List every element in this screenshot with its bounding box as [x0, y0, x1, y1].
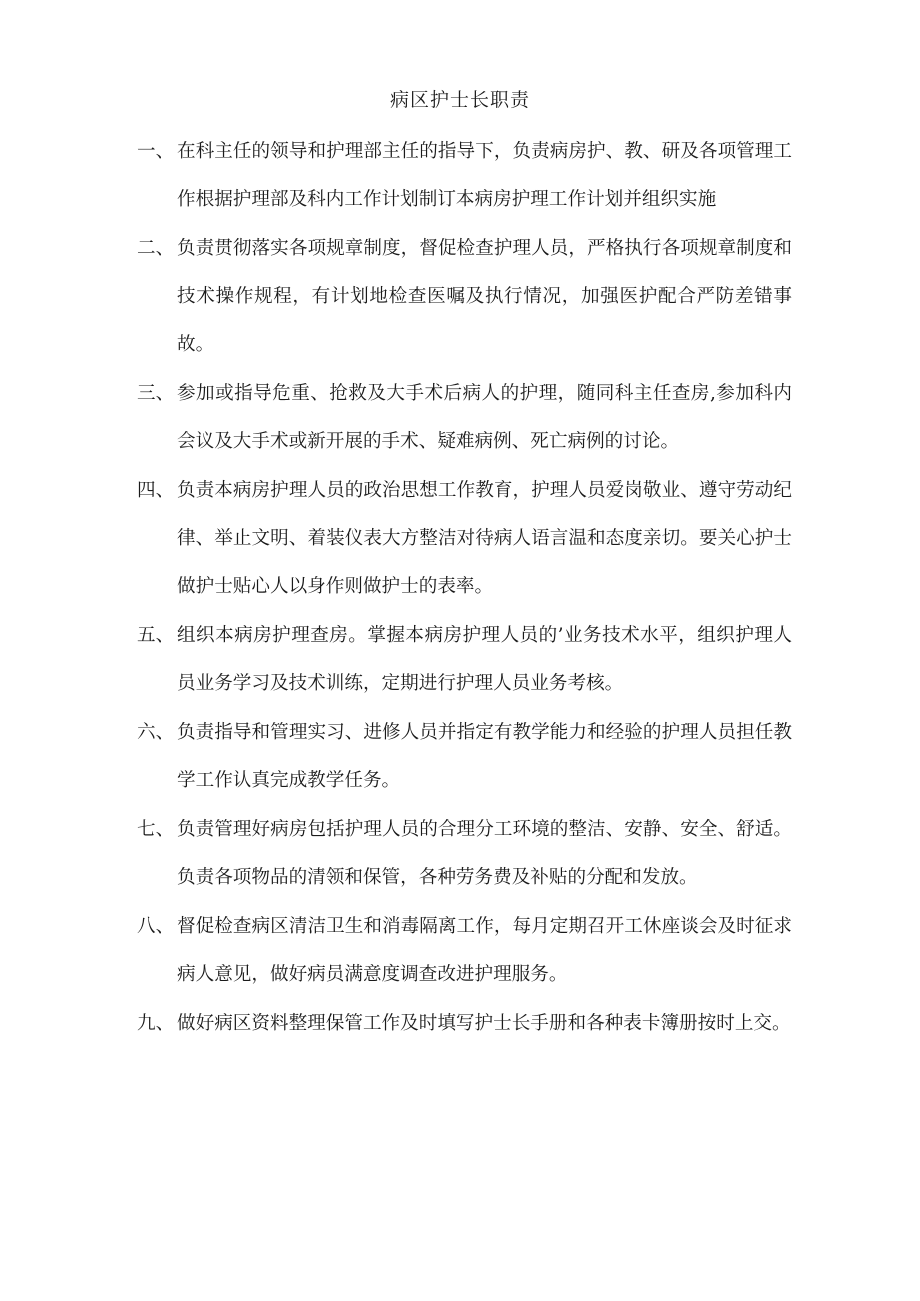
duty-number: 一、: [137, 141, 175, 162]
duty-item: [137, 467, 792, 611]
duty-list: [137, 128, 792, 1049]
document-title: 病区护士长职责: [389, 89, 530, 111]
duty-number: 三、: [137, 383, 175, 404]
duty-text: 在科主任的领导和护理部主任的指导下，负责病房护、教、研及各项管理工作根据护理部及科内工作计划制订本病房护理工作计划并组织实施: [177, 141, 792, 210]
duty-text: 负责管理好病房包括护理人员的合理分工环境的整洁、安静、安全、舒适。负责各项物品的清领和保管，各种劳务费及补贴的分配和发放。: [177, 819, 792, 888]
duty-text: 督促检查病区清洁卫生和消毒隔离工作，每月定期召开工休座谈会及时征求病人意见，做好病员满意度调查改进护理服务。: [177, 916, 792, 985]
duty-item: [137, 225, 792, 369]
duty-item: [137, 709, 792, 805]
duty-text: 负责贯彻落实各项规章制度，督促检查护理人员，严格执行各项规章制度和技术操作规程，有计划地检查医嘱及执行情况，加强医护配合严防差错事故。: [177, 238, 792, 355]
duty-text: 负责指导和管理实习、进修人员并指定有教学能力和经验的护理人员担任教学工作认真完成教学任务。: [177, 722, 792, 791]
duty-text: 组织本病房护理查房。掌握本病房护理人员的’业务技术水平，组织护理人员业务学习及技术训练，定期进行护理人员业务考核。: [177, 625, 792, 694]
duty-item: [137, 128, 792, 224]
duty-number: 四、: [137, 480, 175, 501]
duty-number: 六、: [137, 722, 175, 743]
duty-number: 二、: [137, 238, 175, 259]
duty-item: [137, 612, 792, 708]
duty-item: [137, 370, 792, 466]
duty-number: 九、: [137, 1013, 175, 1034]
duty-item: [137, 903, 792, 999]
duty-text: 负责本病房护理人员的政治思想工作教育，护理人员爱岗敬业、遵守劳动纪律、举止文明、着装仪表大方整洁对待病人语言温和态度亲切。要关心护士做护士贴心人以身作则做护士的表率。: [177, 480, 792, 597]
duty-item: [137, 1000, 792, 1048]
duty-number: 七、: [137, 819, 175, 840]
duty-text: 参加或指导危重、抢救及大手术后病人的护理，随同科主任查房,参加科内会议及大手术或新开展的手术、疑难病例、死亡病例的讨论。: [177, 383, 792, 452]
duty-text: 做好病区资料整理保管工作及时填写护士长手册和各种表卡簿册按时上交。: [177, 1013, 791, 1034]
duty-number: 五、: [137, 625, 175, 646]
duty-item: [137, 806, 792, 902]
duty-number: 八、: [137, 916, 175, 937]
